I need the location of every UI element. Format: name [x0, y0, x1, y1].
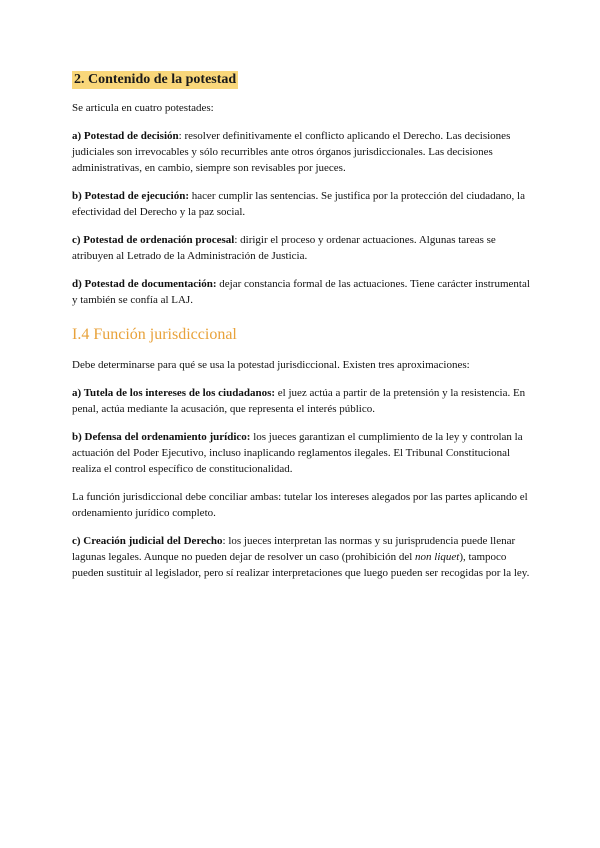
defensa-ordenamiento-paragraph	[72, 429, 532, 477]
non-liquet-term: non liquet	[415, 551, 460, 563]
potestad-ejecucion-paragraph	[72, 188, 532, 220]
creacion-judicial-text-after: ), tampoco pueden sustituir al legislador, pero sí realizar interpretaciones que luego pueden ser recogidas por la ley.	[72, 551, 530, 579]
creacion-judicial-label: c) Creación judicial del Derecho	[72, 535, 223, 547]
tutela-intereses-label: a) Tutela de los intereses de los ciudadanos:	[72, 387, 276, 399]
potestad-ordenacion-label: c) Potestad de ordenación procesal	[72, 234, 235, 246]
potestad-decision-label: a) Potestad de decisión	[72, 130, 179, 142]
potestad-ejecucion-label: b) Potestad de ejecución:	[72, 190, 190, 202]
tutela-intereses-text: el juez actúa a partir de la pretensión y la resistencia. En penal, actúa mediante la acusación, que representa el interés público.	[72, 387, 526, 415]
section-1-4-intro: Debe determinarse para qué se usa la potestad jurisdiccional. Existen tres aproximaciones:	[72, 359, 470, 371]
section-2-heading: 2. Contenido de la potestad	[74, 72, 237, 87]
conclusion-paragraph: La función jurisdiccional debe conciliar ambas: tutelar los intereses alegados por las partes aplicando el ordenamiento jurídico completo.	[72, 491, 528, 519]
defensa-ordenamiento-text: los jueces garantizan el cumplimiento de la ley y controlan la actuación del Poder Ejecutivo, incluso inaplicando reglamentos ilegales. El Tribunal Constitucional realiza el control específico de constitucionalidad.	[72, 431, 523, 475]
section-2-heading-row	[72, 70, 532, 90]
section-2-intro: Se articula en cuatro potestades:	[72, 102, 214, 114]
section-1-4-heading: I.4 Función jurisdiccional	[72, 326, 237, 343]
creacion-judicial-text-before: : los jueces interpretan las normas y su jurisprudencia puede llenar lagunas legales. Aunque no pueden dejar de resolver un caso (prohibición del	[72, 535, 516, 563]
defensa-ordenamiento-label: b) Defensa del ordenamiento jurídico:	[72, 431, 251, 443]
potestad-ordenacion-paragraph	[72, 232, 532, 264]
potestad-decision-paragraph	[72, 128, 532, 176]
potestad-ejecucion-text: hacer cumplir las sentencias. Se justifica por la protección del ciudadano, la efectividad del Derecho y la paz social.	[72, 190, 525, 218]
tutela-intereses-paragraph	[72, 385, 532, 417]
potestad-documentacion-label: d) Potestad de documentación:	[72, 278, 217, 290]
creacion-judicial-paragraph	[72, 533, 532, 581]
potestad-documentacion-paragraph	[72, 276, 532, 308]
potestad-ordenacion-text: : dirigir el proceso y ordenar actuaciones. Algunas tareas se atribuyen al Letrado de la Administración de Justicia.	[72, 234, 496, 262]
potestad-decision-text: : resolver definitivamente el conflicto aplicando el Derecho. Las decisiones judiciales son irrevocables y sólo recurribles ante otros órganos jurisdiccionales. Las decisiones administrativas, en cambio, siempre son revisables por jueces.	[72, 130, 511, 174]
potestad-documentacion-text: dejar constancia formal de las actuaciones. Tiene carácter instrumental y también se confía al LAJ.	[72, 278, 530, 306]
document-page	[72, 70, 532, 581]
